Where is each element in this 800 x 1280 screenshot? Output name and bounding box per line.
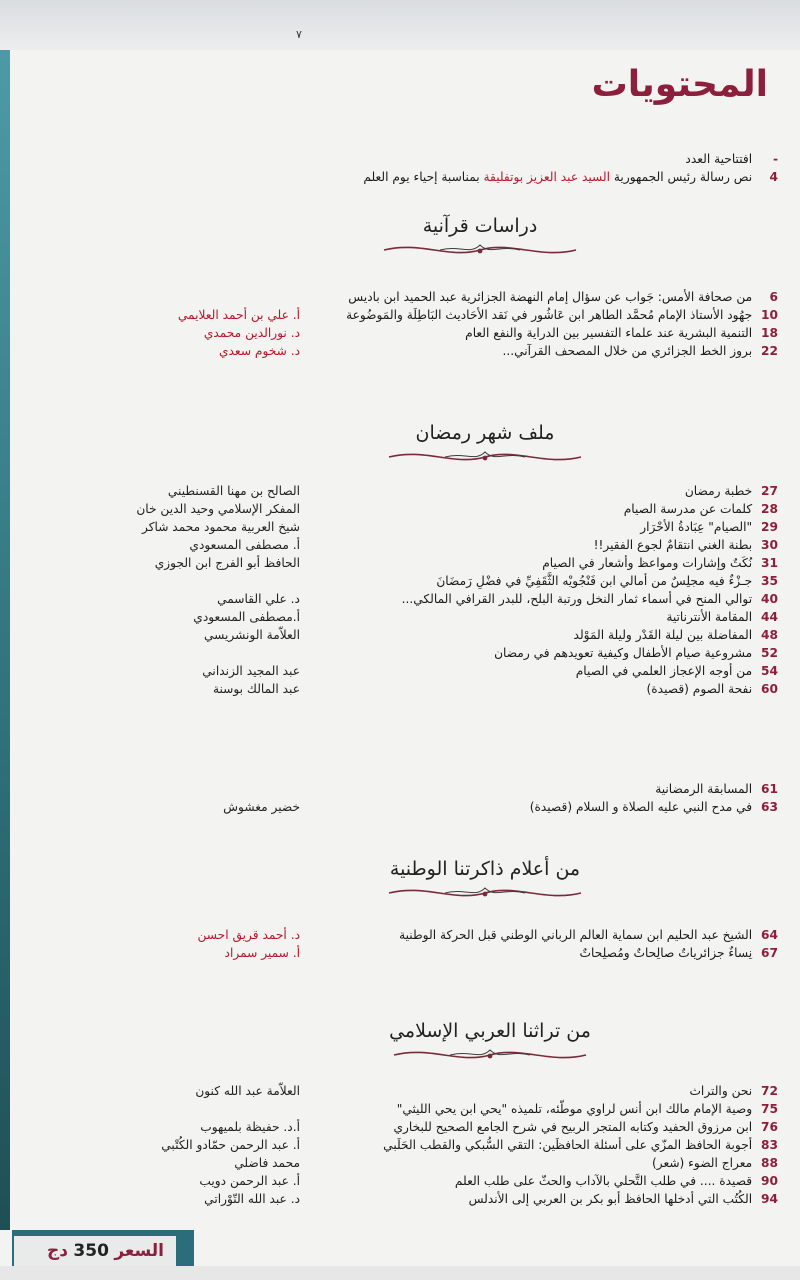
section-heading-heritage	[360, 1020, 620, 1066]
toc-page-number: 22	[761, 344, 778, 358]
toc-page-number: 48	[761, 628, 778, 642]
toc-author: د. أحمد قريق احسن	[197, 928, 300, 942]
ornament-divider-icon	[390, 1044, 590, 1066]
toc-title: بطنة الغني انتقامٌ لجوع الفقير!!	[593, 538, 753, 552]
toc-author: عبد المجيد الزنداني	[202, 664, 300, 678]
toc-title: قصيدة .... في طلب التَّحلي بالآداب والحثّ على طلب العلم	[454, 1174, 753, 1188]
section-heading-text: ملف شهر رمضان	[415, 422, 555, 444]
toc-page-number: 88	[761, 1156, 778, 1170]
toc-title: معراج الضوء (شعر)	[651, 1156, 753, 1170]
toc-author: محمد فاضلي	[234, 1156, 300, 1170]
toc-author: عبد المالك بوسنة	[212, 682, 300, 696]
toc-page-number: 35	[761, 574, 778, 588]
toc-title: ابن مرزوق الحفيد وكتابه المتجر الربيح في شرح الجامع الصحيح للبخاري	[393, 1120, 753, 1134]
price-currency: دج	[47, 1241, 68, 1261]
toc-page-number: 18	[761, 326, 778, 340]
toc-page-number: 90	[761, 1174, 778, 1188]
toc-title: بروز الخط الجزائري من خلال المصحف القرآني...	[502, 344, 753, 358]
toc-page-number: 67	[761, 946, 778, 960]
ornament-divider-icon	[380, 239, 580, 261]
toc-title: جهُود الأستاذ الإمام مُحمَّد الطاهر ابن عَاشُور في نَقد الأحَاديث البَاطِلَة والمَوضُوعة	[346, 308, 753, 322]
toc-row[interactable]	[8, 1100, 778, 1118]
section-heading-quranic-studies	[360, 215, 600, 261]
toc-title: افتتاحية العدد	[685, 152, 753, 166]
toc-author: د. عبد الله التّوْراتي	[204, 1192, 300, 1206]
toc-author: أ. سمير سمراد	[224, 946, 300, 960]
section-heading-text: دراسات قرآنية	[422, 215, 538, 237]
toc-title: في مدح النبي عليه الصلاة و السلام (قصيدة)	[529, 800, 753, 814]
toc-page-number: 40	[761, 592, 778, 606]
price-badge	[12, 1230, 194, 1266]
toc-author: أ.مصطفى المسعودي	[193, 610, 300, 624]
top-band	[0, 0, 800, 50]
toc-row[interactable]	[8, 644, 778, 662]
toc-title: نِساءٌ جزائرياتٌ صالِحاتٌ ومُصلِحاتٌ	[579, 946, 753, 960]
president-name: السيد عبد العزيز بوتفليقة	[483, 170, 611, 184]
toc-title: المفاضلة بين ليلة القَدْر وليلة المَوْلد	[573, 628, 753, 642]
toc-title: نُكَتٌ وإشارات ومواعظ وأشعار في الصيام	[542, 556, 753, 570]
toc-page-number: 54	[761, 664, 778, 678]
toc-title: نحن والتراث	[689, 1084, 753, 1098]
toc-title: كلمات عن مدرسة الصيام	[623, 502, 753, 516]
toc-page-number: 76	[761, 1120, 778, 1134]
toc-author: د. شخوم سعدي	[219, 344, 300, 358]
toc-row[interactable]	[8, 288, 778, 306]
toc-title: من صحافة الأمس: جَواب عن سؤال إمام النهضة الجزائرية عبد الحميد ابن باديس	[348, 290, 753, 304]
toc-page-number: 72	[761, 1084, 778, 1098]
toc-page-number: 28	[761, 502, 778, 516]
contents-page	[10, 50, 800, 1230]
toc-author: خضير مغشوش	[223, 800, 300, 814]
page-number: ٧	[296, 28, 302, 41]
section-heading-national-figures	[365, 858, 605, 904]
title-part: نص رسالة رئيس الجمهورية	[610, 170, 753, 184]
toc-title: وصية الإمام مالك ابن أنس لراوي موطّئه، تلميذه "يحي ابن يحي الليثي"	[396, 1102, 753, 1116]
toc-author: العلاّمة عبد الله كنون	[195, 1084, 300, 1098]
bottom-margin	[0, 1266, 800, 1280]
toc-page-number: 6	[769, 290, 778, 304]
toc-page-number: 64	[761, 928, 778, 942]
toc-author: أ.د. حفيظة بلميهوب	[200, 1120, 300, 1134]
toc-page-number: 4	[769, 170, 778, 184]
ornament-divider-icon	[385, 882, 585, 904]
toc-author: أ. مصطفى المسعودي	[189, 538, 300, 552]
section-heading-text: من أعلام ذاكرتنا الوطنية	[389, 858, 581, 880]
toc-page-number: 31	[761, 556, 778, 570]
title-part: بمناسبة إحياء يوم العلم	[363, 170, 484, 184]
toc-author: المفكر الإسلامي وحيد الدين خان	[136, 502, 300, 516]
toc-row-president-message[interactable]	[8, 168, 778, 186]
toc-row[interactable]	[8, 572, 778, 590]
price-amount: 350	[73, 1241, 109, 1261]
toc-page-number: 75	[761, 1102, 778, 1116]
price-label: السعر	[114, 1241, 164, 1261]
toc-page-number: 30	[761, 538, 778, 552]
toc-author: العلاّمة الونشريسي	[204, 628, 300, 642]
toc-page-number: 27	[761, 484, 778, 498]
toc-page-number: 94	[761, 1192, 778, 1206]
page-title: المحتويات	[591, 64, 768, 105]
toc-title: أجوبة الحافظ المزّي على أسئلة الحافظَين: التقي السُّبكي والقطب الحَلَبي	[383, 1138, 753, 1152]
toc-page-number: 63	[761, 800, 778, 814]
toc-page-number: 61	[761, 782, 778, 796]
toc-title: من أوجه الإعجاز العلمي في الصيام	[575, 664, 753, 678]
toc-title: الشيخ عبد الحليم ابن سماية العالم الرباني الوطني قبل الحركة الوطنية	[399, 928, 753, 942]
toc-author: د. نورالدين محمدي	[203, 326, 300, 340]
toc-page-number: 52	[761, 646, 778, 660]
toc-author: أ. عبد الرحمن دويب	[199, 1174, 300, 1188]
toc-page-number: 10	[761, 308, 778, 322]
toc-title: الكُتُب التي أدخلها الحافظ أبو بكر بن العربي إلى الأندلس	[468, 1192, 753, 1206]
toc-author: د. علي القاسمي	[217, 592, 300, 606]
toc-page-number: -	[772, 152, 778, 166]
toc-title: التنمية البشرية عند علماء التفسير بين الدراية والنفع العام	[465, 326, 753, 340]
toc-author: شيخ العربية محمود محمد شاكر	[141, 520, 300, 534]
toc-title: خطبة رمضان	[684, 484, 753, 498]
section-heading-text: من تراثنا العربي الإسلامي	[389, 1020, 591, 1042]
toc-title: نفحة الصوم (قصيدة)	[646, 682, 753, 696]
toc-page-number: 83	[761, 1138, 778, 1152]
toc-title: توالي المنح في أسماء ثمار النخل ورتبة البلح، للبدر القرافي المالكي...	[401, 592, 753, 606]
toc-title: جـزْءٌ فيه مجلِسٌ من أمالي ابن فَنْجُويْه الثَّقَفِيِّ في فضْلِ رَمضَانَ	[436, 574, 753, 588]
toc-author: أ. عبد الرحمن حمّادو الكُتْبي	[161, 1138, 300, 1152]
section-heading-ramadan	[365, 422, 605, 468]
toc-page-number: 29	[761, 520, 778, 534]
price-box	[14, 1236, 176, 1266]
toc-title: المقامة الأنترناتية	[666, 610, 753, 624]
toc-title: مشروعية صيام الأطفال وكيفية تعويدهم في رمضان	[494, 646, 753, 660]
toc-row-opening[interactable]	[8, 150, 778, 168]
toc-author: الحافظ أبو الفرج ابن الجوزي	[154, 556, 300, 570]
toc-row[interactable]	[8, 780, 778, 798]
toc-title	[363, 168, 752, 186]
toc-author: الصالح بن مهنا القسنطيني	[167, 484, 300, 498]
toc-author: أ. علي بن أحمد العلايمي	[177, 308, 300, 322]
toc-title: "الصيام" عِبَادةُ الأحْرَار	[640, 520, 753, 534]
toc-page-number: 44	[761, 610, 778, 624]
ornament-divider-icon	[385, 446, 585, 468]
toc-title: المسابقة الرمضانية	[655, 782, 753, 796]
toc-page-number: 60	[761, 682, 778, 696]
